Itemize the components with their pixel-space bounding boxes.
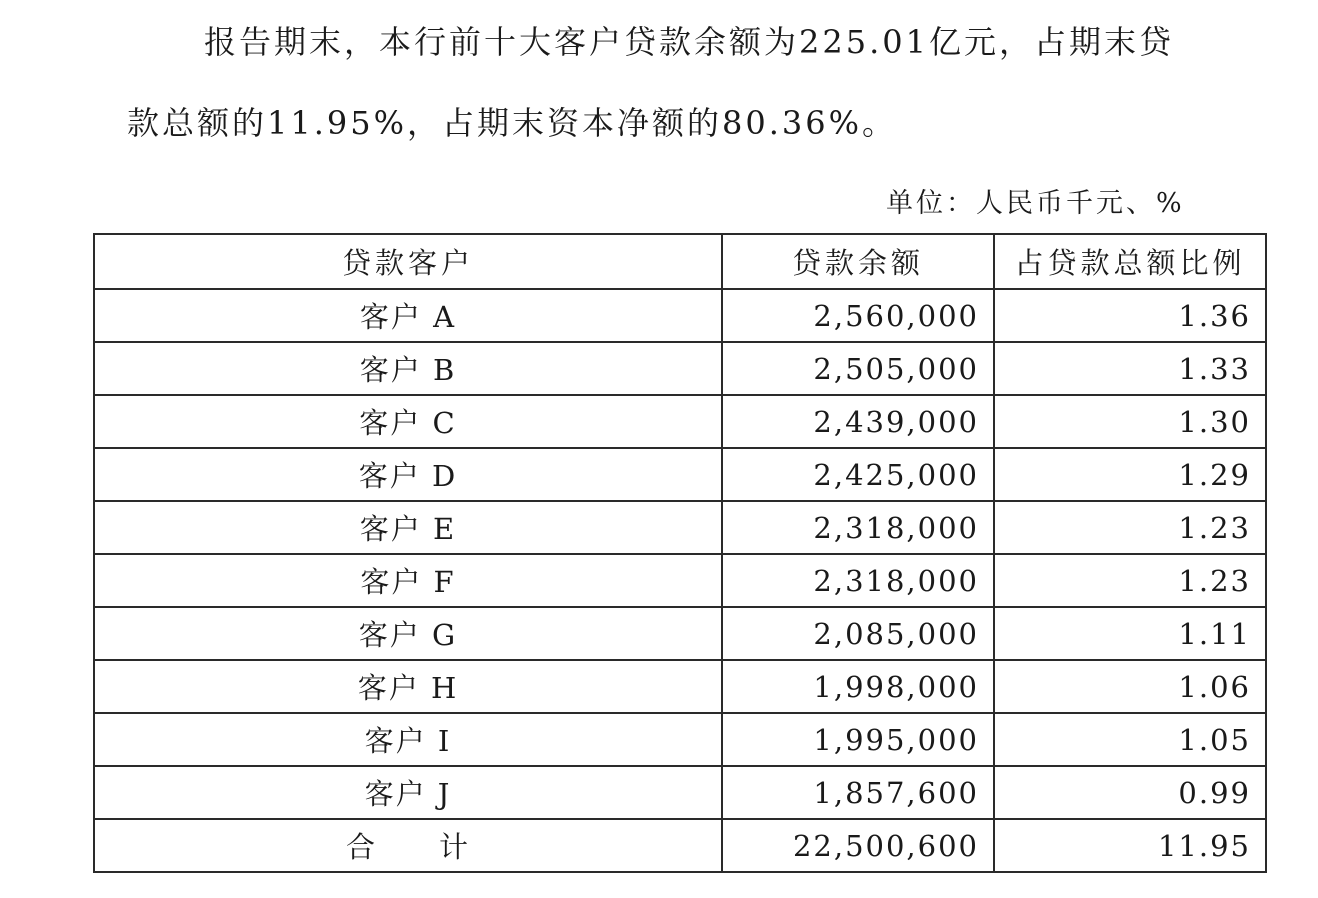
customer-cell: 客户 F bbox=[94, 554, 722, 607]
table-row bbox=[94, 342, 1266, 395]
table-row bbox=[94, 501, 1266, 554]
table-row bbox=[94, 554, 1266, 607]
total-label-cell: 合 计 bbox=[94, 819, 722, 872]
customer-cell: 客户 I bbox=[94, 713, 722, 766]
ratio-cell: 1.29 bbox=[994, 448, 1266, 501]
total-row bbox=[94, 819, 1266, 872]
customer-cell: 客户 J bbox=[94, 766, 722, 819]
paragraph-line-1: 报告期末，本行前十大客户贷款余额为225.01亿元，占期末贷 bbox=[204, 23, 1174, 61]
balance-cell: 1,995,000 bbox=[722, 713, 994, 766]
header-balance: 贷款余额 bbox=[722, 234, 994, 289]
ratio-cell: 1.33 bbox=[994, 342, 1266, 395]
ratio-cell: 1.23 bbox=[994, 501, 1266, 554]
balance-cell: 2,085,000 bbox=[722, 607, 994, 660]
total-balance-cell: 22,500,600 bbox=[722, 819, 994, 872]
table-row bbox=[94, 713, 1266, 766]
balance-cell: 2,560,000 bbox=[722, 289, 994, 342]
ratio-cell: 1.06 bbox=[994, 660, 1266, 713]
customer-cell: 客户 G bbox=[94, 607, 722, 660]
balance-cell: 2,505,000 bbox=[722, 342, 994, 395]
table-header-row bbox=[94, 234, 1266, 289]
customer-cell: 客户 E bbox=[94, 501, 722, 554]
ratio-cell: 1.30 bbox=[994, 395, 1266, 448]
unit-note: 单位：人民币千元、% bbox=[886, 188, 1185, 219]
total-ratio-cell: 11.95 bbox=[994, 819, 1266, 872]
ratio-cell: 1.05 bbox=[994, 713, 1266, 766]
header-customer: 贷款客户 bbox=[94, 234, 722, 289]
table-row bbox=[94, 448, 1266, 501]
header-ratio: 占贷款总额比例 bbox=[994, 234, 1266, 289]
ratio-cell: 1.23 bbox=[994, 554, 1266, 607]
customer-cell: 客户 H bbox=[94, 660, 722, 713]
customer-cell: 客户 D bbox=[94, 448, 722, 501]
table-row bbox=[94, 766, 1266, 819]
balance-cell: 2,318,000 bbox=[722, 554, 994, 607]
ratio-cell: 1.36 bbox=[994, 289, 1266, 342]
customer-cell: 客户 A bbox=[94, 289, 722, 342]
customer-cell: 客户 C bbox=[94, 395, 722, 448]
balance-cell: 1,857,600 bbox=[722, 766, 994, 819]
table-row bbox=[94, 289, 1266, 342]
balance-cell: 2,439,000 bbox=[722, 395, 994, 448]
ratio-cell: 1.11 bbox=[994, 607, 1266, 660]
top-ten-customers-table bbox=[93, 233, 1267, 873]
customer-cell: 客户 B bbox=[94, 342, 722, 395]
table-row bbox=[94, 607, 1266, 660]
paragraph-line-2: 款总额的11.95%，占期末资本净额的80.36%。 bbox=[127, 104, 898, 142]
table-row bbox=[94, 660, 1266, 713]
balance-cell: 2,318,000 bbox=[722, 501, 994, 554]
table-row bbox=[94, 395, 1266, 448]
ratio-cell: 0.99 bbox=[994, 766, 1266, 819]
balance-cell: 2,425,000 bbox=[722, 448, 994, 501]
balance-cell: 1,998,000 bbox=[722, 660, 994, 713]
